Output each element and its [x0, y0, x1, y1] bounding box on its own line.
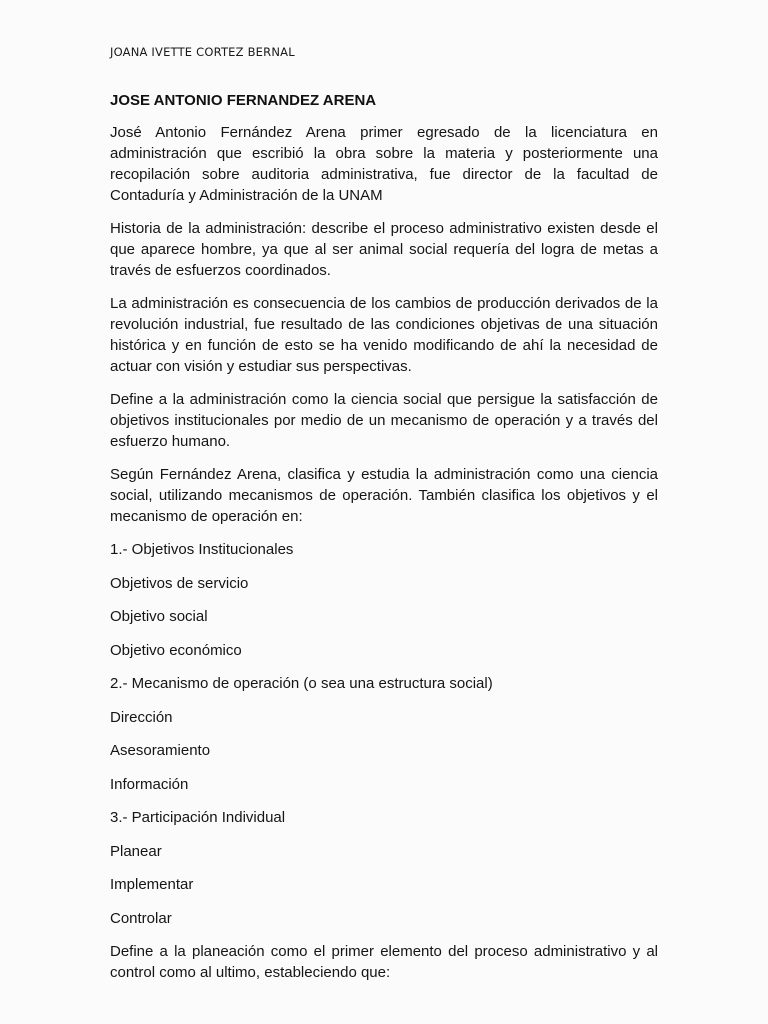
list-item-direction: Dirección — [110, 708, 173, 726]
list-item-service-objectives: Objetivos de servicio — [110, 574, 249, 592]
list-item-implement: Implementar — [110, 876, 194, 893]
list-item-information: Información — [110, 775, 189, 793]
list-item-control: Controlar — [110, 909, 172, 927]
paragraph-history: Historia de la administración: describe el proceso administrativo existen desde el que aparece hombre, ya que al ser animal social requería del logra de metas a través de esfuerzos coordinados. — [110, 220, 658, 279]
document-title: JOSE ANTONIO FERNANDEZ ARENA — [110, 92, 377, 109]
paragraph-biography: José Antonio Fernández Arena primer egresado de la licenciatura en administración que escribió la obra sobre la materia y posteriormente una recopilación sobre auditoria administrativa, fue director de la facultad de Contaduría y Administración de la UNAM — [110, 124, 658, 204]
paragraph-definition: Define a la administración como la ciencia social que persigue la satisfacción de objetivos institucionales por medio de un mecanismo de operación y a través del esfuerzo humano. — [110, 391, 658, 450]
page-header-author: JOANA IVETTE CORTEZ BERNAL — [110, 45, 295, 59]
list-item-advisory: Asesoramiento — [110, 742, 211, 759]
document-body — [110, 92, 658, 995]
list-item-plan: Planear — [110, 842, 162, 860]
paragraph-classification: Según Fernández Arena, clasifica y estudia la administración como una ciencia social, utilizando mecanismos de operación. También clasifica los objetivos y el mecanismo de operación en: — [110, 466, 658, 525]
list-heading-institutional-objectives: 1.- Objetivos Institucionales — [110, 541, 294, 558]
paragraph-planning-control: Define a la planeación como el primer elemento del proceso administrativo y al control como al ultimo, estableciendo que: — [110, 943, 658, 981]
list-heading-operation-mechanism: 2.- Mecanismo de operación (o sea una estructura social) — [110, 675, 493, 692]
list-item-economic-objective: Objetivo económico — [110, 641, 242, 659]
paragraph-industrial-revolution: La administración es consecuencia de los cambios de producción derivados de la revolución industrial, fue resultado de las condiciones objetivas de una situación histórica y en función de esto se ha venido modificando de ahí la necesidad de actuar con visión y estudiar sus perspectivas. — [110, 295, 658, 375]
list-heading-individual-participation: 3.- Participación Individual — [110, 809, 286, 826]
list-item-social-objective: Objetivo social — [110, 608, 208, 625]
